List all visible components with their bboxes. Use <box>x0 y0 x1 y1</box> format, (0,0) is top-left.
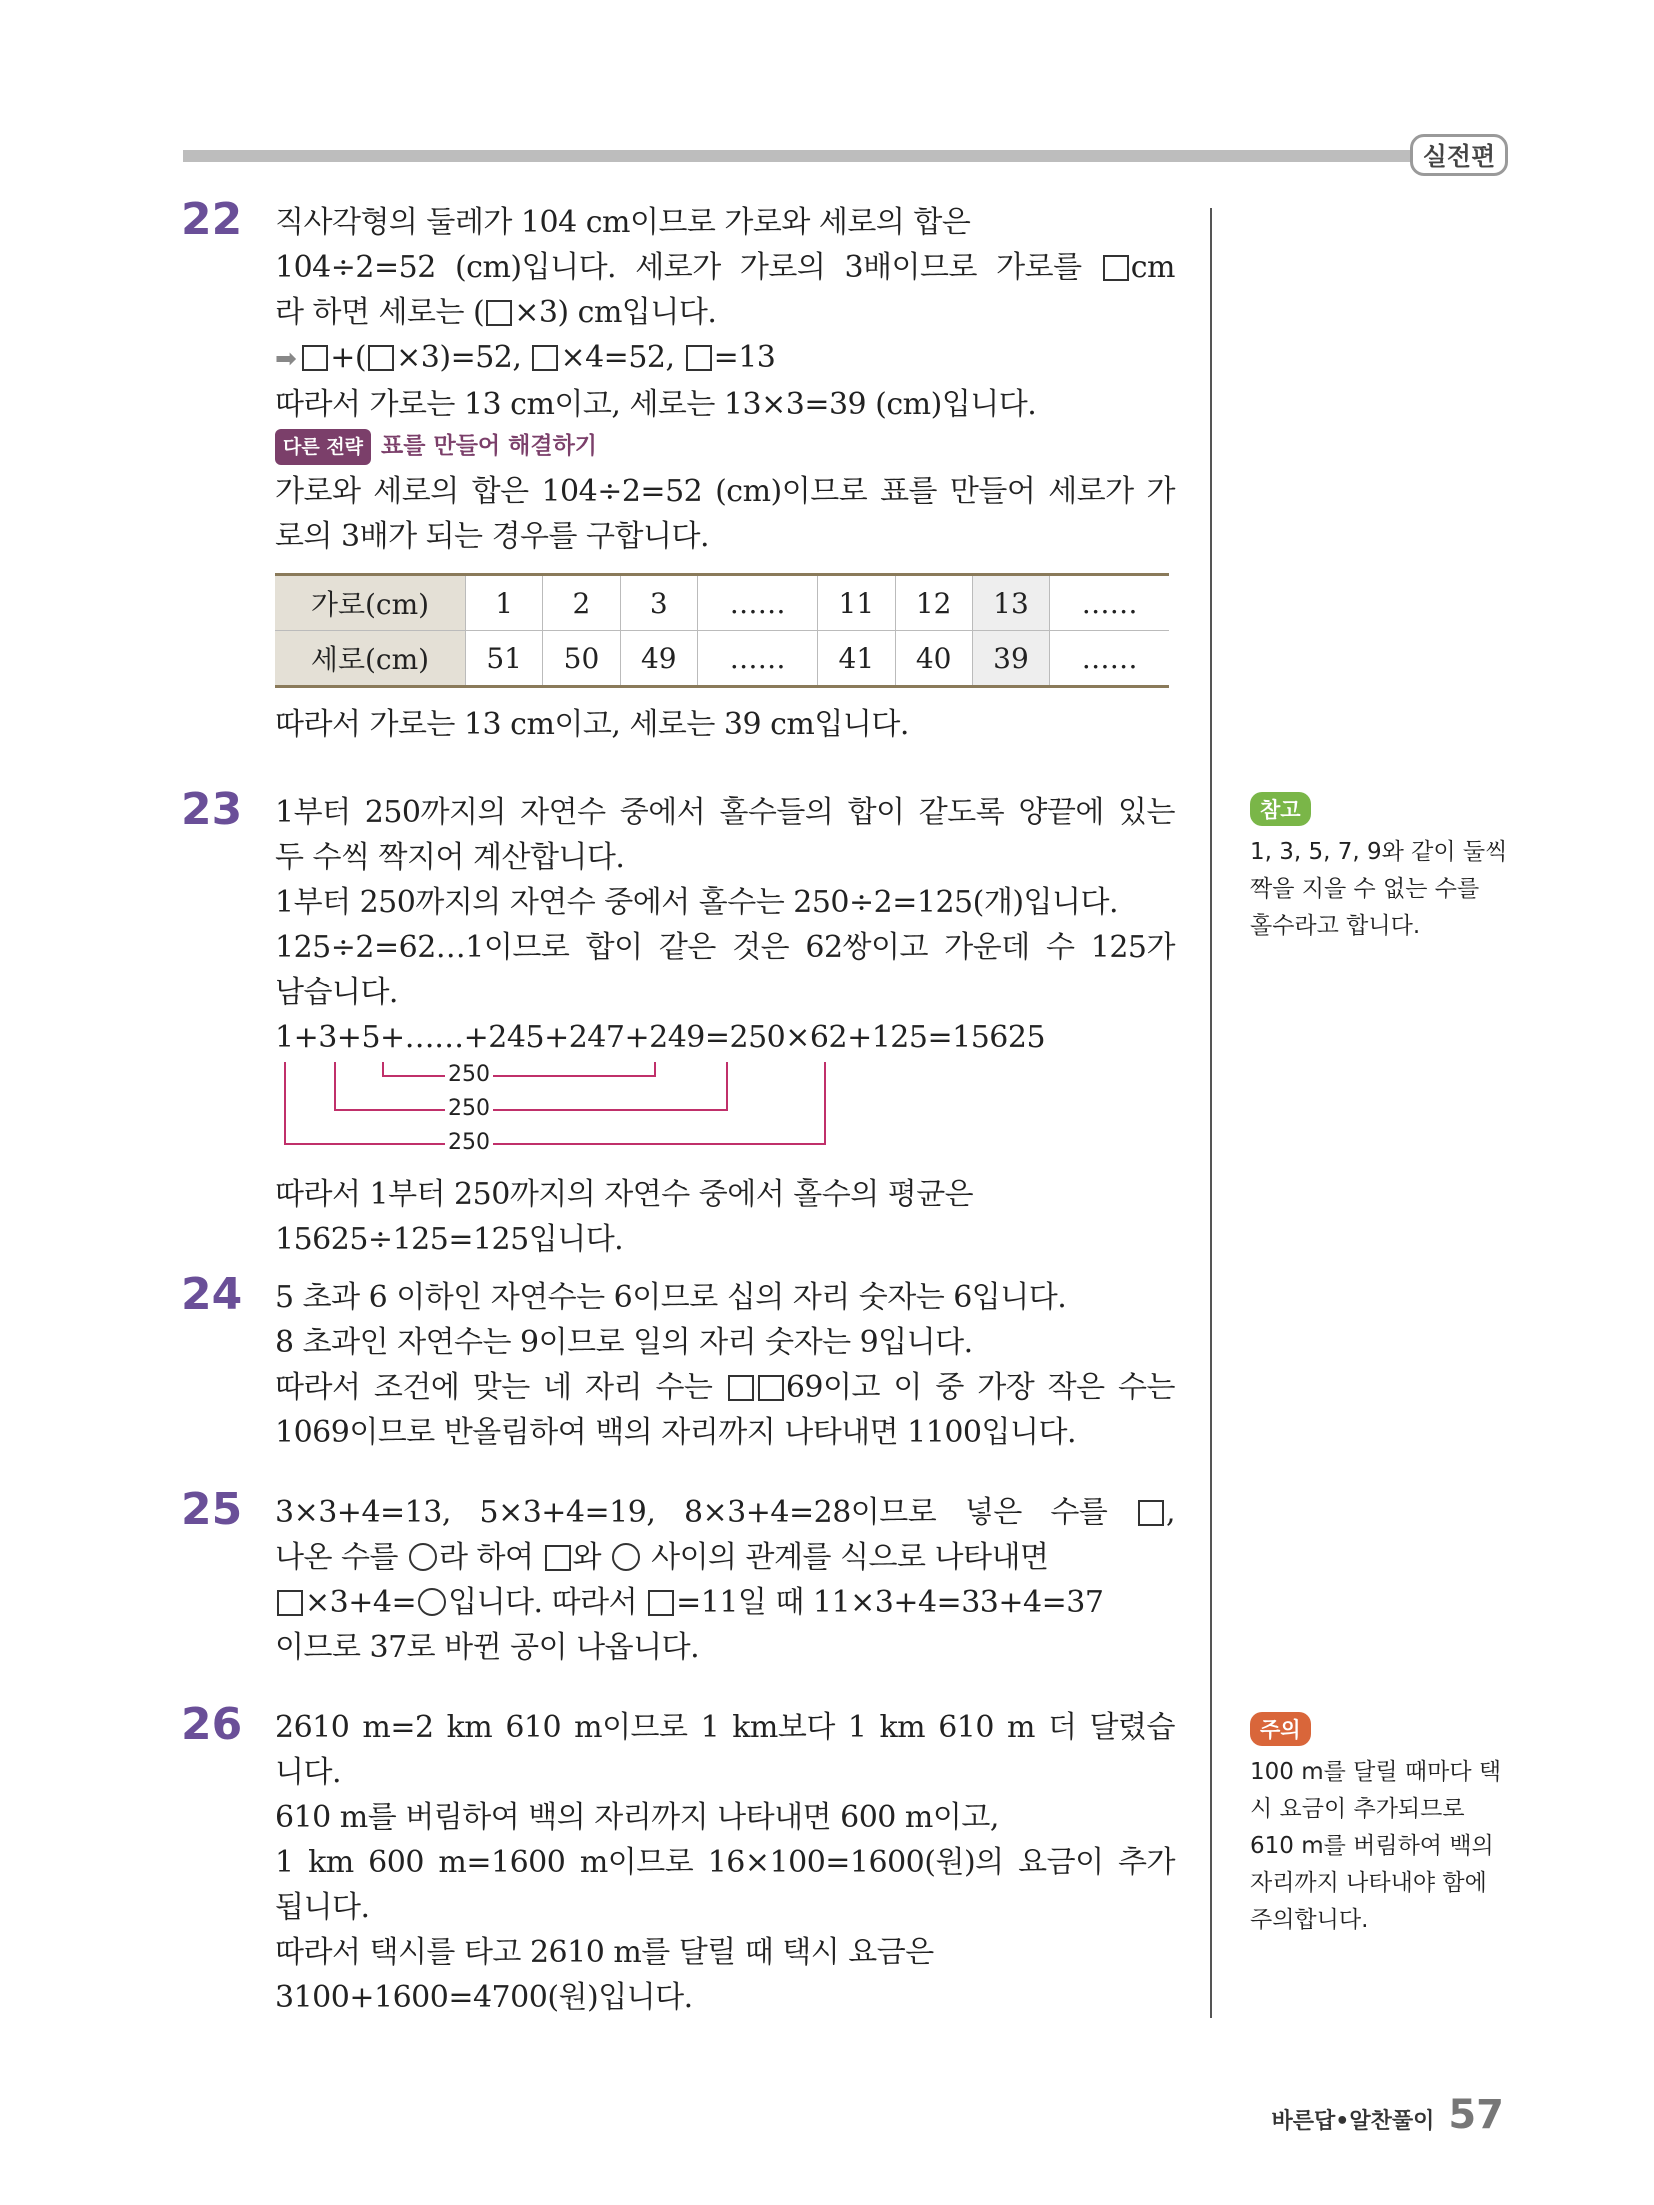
text-line: 따라서 가로는 13 cm이고, 세로는 13×3=39 (cm)입니다. <box>275 387 1037 422</box>
table-cell-highlight: 13 <box>972 575 1049 631</box>
equation-line: 1+3+5+……+245+247+249=250×62+125=15625 <box>275 1020 1046 1055</box>
problem-26 <box>181 1699 1175 2020</box>
text-line: 두 수씩 짝지어 계산합니다. <box>275 840 625 875</box>
problem-number: 26 <box>181 1699 243 1750</box>
solution-table <box>275 573 1169 688</box>
table-cell: …… <box>697 575 817 631</box>
text-line: 로의 3배가 되는 경우를 구합니다. <box>275 519 710 554</box>
text-line: 3100+1600=4700(원)입니다. <box>275 1980 693 2015</box>
pairing-brackets <box>275 1060 1175 1172</box>
text-line: 610 m를 버림하여 백의 자리까지 나타내면 600 m이고, <box>275 1800 999 1835</box>
table-cell: …… <box>1050 575 1169 631</box>
table-cell: …… <box>1050 631 1169 687</box>
text-line: 2610 m=2 km 610 m이므로 1 km보다 1 km 610 m 더 달렸습 <box>275 1710 1175 1745</box>
text-line: ×3+4= 입니다. 따라서 =11일 때 11×3+4=33+4=37 <box>275 1580 1175 1625</box>
circle-symbol <box>612 1543 640 1571</box>
table-cell: 11 <box>818 575 895 631</box>
blank-box <box>1138 1500 1164 1526</box>
problem-number: 25 <box>181 1484 243 1535</box>
table-cell: 12 <box>895 575 972 631</box>
table-cell: 49 <box>620 631 697 687</box>
text-line: 8 초과인 자연수는 9이므로 일의 자리 숫자는 9입니다. <box>275 1325 973 1360</box>
problem-number: 24 <box>181 1269 243 1320</box>
text-line: 따라서 조건에 맞는 네 자리 수는 69이고 이 중 가장 작은 수는 <box>275 1370 1175 1405</box>
table-header-cell: 세로(cm) <box>275 631 466 687</box>
text-line: 따라서 1부터 250까지의 자연수 중에서 홀수의 평균은 <box>275 1177 974 1212</box>
problem-25 <box>181 1484 1175 1670</box>
strategy-badge: 다른 전략 <box>275 429 371 465</box>
strategy-title: 표를 만들어 해결하기 <box>381 433 598 459</box>
problem-number: 23 <box>181 784 243 835</box>
text-line: 나온 수를 라 하여 와 사이의 관계를 식으로 나타내면 <box>275 1540 1049 1575</box>
table-row <box>275 575 1169 631</box>
bracket-lines <box>275 1060 1175 1172</box>
side-note-caution <box>1250 1712 1526 1939</box>
table-cell: 40 <box>895 631 972 687</box>
blank-box <box>758 1375 784 1401</box>
table-cell: 41 <box>818 631 895 687</box>
text-line: 1부터 250까지의 자연수 중에서 홀수들의 합이 같도록 양끝에 있는 <box>275 795 1175 830</box>
text-line: 1069이므로 반올림하여 백의 자리까지 나타내면 1100입니다. <box>275 1415 1076 1450</box>
side-note-reference <box>1250 792 1526 945</box>
text-line: 이므로 37로 바뀐 공이 나옵니다. <box>275 1630 700 1665</box>
text-line: 따라서 가로는 13 cm이고, 세로는 39 cm입니다. <box>275 707 909 742</box>
section-tab: 실전편 <box>1410 134 1508 176</box>
header-bar <box>183 150 1415 162</box>
column-divider <box>1210 208 1212 2018</box>
note-text: 100 m를 달릴 때마다 택 시 요금이 추가되므로 610 m를 버림하여 백의 자리까지 나타내야 함에 주의합니다. <box>1250 1759 1502 1933</box>
note-text: 1, 3, 5, 7, 9와 같이 둘씩 짝을 지을 수 없는 수를 홀수라고 합니다. <box>1250 839 1508 939</box>
text-line: 3×3+4=13, 5×3+4=19, 8×3+4=28이므로 넣은 수를 , <box>275 1495 1175 1530</box>
problem-24 <box>181 1269 1175 1455</box>
blank-box <box>486 300 512 326</box>
table-cell: 51 <box>466 631 543 687</box>
bracket-label: 250 <box>445 1062 493 1087</box>
text-line: 104÷2=52 (cm)입니다. 세로가 가로의 3배이므로 가로를 cm <box>275 250 1175 285</box>
text-line: 1부터 250까지의 자연수 중에서 홀수는 250÷2=125(개)입니다. <box>275 885 1118 920</box>
table-row <box>275 631 1169 687</box>
text-line: 됩니다. <box>275 1890 370 1925</box>
problem-23 <box>181 784 1175 1262</box>
note-badge: 주의 <box>1250 1712 1311 1746</box>
blank-box <box>648 1590 674 1616</box>
table-cell: 2 <box>543 575 620 631</box>
blank-box <box>368 345 394 371</box>
bracket-label: 250 <box>445 1096 493 1121</box>
page-footer <box>1272 2092 1505 2138</box>
footer-title: 바른답•알찬풀이 <box>1271 2109 1435 2134</box>
note-badge: 참고 <box>1250 792 1311 826</box>
table-cell: …… <box>697 631 817 687</box>
blank-box <box>686 345 712 371</box>
blank-box <box>545 1545 571 1571</box>
problem-number: 22 <box>181 194 243 245</box>
text-line: 따라서 택시를 타고 2610 m를 달릴 때 택시 요금은 <box>275 1935 934 1970</box>
circle-symbol <box>409 1543 437 1571</box>
table-cell: 1 <box>466 575 543 631</box>
text-line: 니다. <box>275 1755 341 1790</box>
blank-box <box>728 1375 754 1401</box>
blank-box <box>302 345 328 371</box>
table-cell: 3 <box>620 575 697 631</box>
text-line: 남습니다. <box>275 975 398 1010</box>
text-line: 직사각형의 둘레가 104 cm이므로 가로와 세로의 합은 <box>275 205 971 240</box>
blank-box <box>532 345 558 371</box>
circle-symbol <box>418 1588 446 1616</box>
page-number: 57 <box>1448 2092 1504 2138</box>
text-line: 15625÷125=125입니다. <box>275 1222 624 1257</box>
text-line: 125÷2=62…1이므로 합이 같은 것은 62쌍이고 가운데 수 125가 <box>275 930 1175 965</box>
table-header-cell: 가로(cm) <box>275 575 466 631</box>
problem-22 <box>181 194 1175 747</box>
strategy-heading <box>275 429 1175 465</box>
equation-line: ➡ +( ×3)=52, ×4=52, =13 <box>275 340 776 375</box>
text-line: 1 km 600 m=1600 m이므로 16×100=1600(원)의 요금이 추가 <box>275 1845 1175 1880</box>
blank-box <box>277 1590 303 1616</box>
blank-box <box>1103 255 1129 281</box>
text-line: 가로와 세로의 합은 104÷2=52 (cm)이므로 표를 만들어 세로가 가 <box>275 474 1175 509</box>
table-cell: 50 <box>543 631 620 687</box>
text-line: 라 하면 세로는 ( ×3) cm입니다. <box>275 295 717 330</box>
text-line: 5 초과 6 이하인 자연수는 6이므로 십의 자리 숫자는 6입니다. <box>275 1280 1067 1315</box>
table-cell-highlight: 39 <box>972 631 1049 687</box>
arrow-icon: ➡ <box>275 344 297 374</box>
bracket-label: 250 <box>445 1130 493 1155</box>
